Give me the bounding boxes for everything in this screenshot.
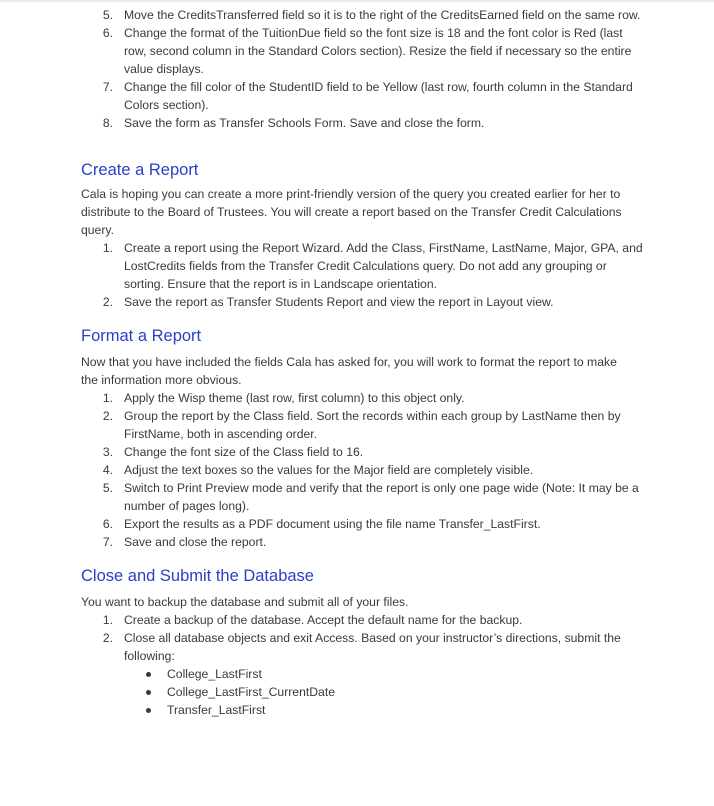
list-item: 6. Change the format of the TuitionDue field so the font size is 18 and the font color is Red (last row, second column in the Standard Colors section). Resize the field if necessary so the entire value displays.: [102, 26, 632, 76]
file-name: College_LastFirst_CurrentDate: [167, 685, 335, 699]
list-item: 2. Close all database objects and exit Access. Based on your instructor’s directions, submit the following:: [102, 631, 621, 663]
bullet-icon: [146, 672, 151, 677]
list-item-text: Change the format of the TuitionDue field so the font size is 18 and the font color is Red (last row, second column in the Standard Colors section). Resize the field if necessary so the entire value displays.: [124, 26, 632, 76]
list-item: 8. Save the form as Transfer Schools Form. Save and close the form.: [102, 116, 485, 130]
list-item-text: Apply the Wisp theme (last row, first column) to this object only.: [124, 391, 465, 405]
list-item-text: Save the form as Transfer Schools Form. Save and close the form.: [124, 116, 485, 130]
list-item: 1. Create a report using the Report Wizard. Add the Class, FirstName, LastName, Major, GPA, and LostCredits fields from the Transfer Credit Calculations query. Do not add any grouping or sorting. Ensure that the report is in Landscape orientation.: [102, 241, 643, 291]
bullet-icon: [146, 708, 151, 713]
list-item-text: Save the report as Transfer Students Report and view the report in Layout view.: [124, 295, 554, 309]
top-edge-shadow: [0, 0, 714, 3]
close-submit-intro: You want to backup the database and submit all of your files.: [81, 595, 409, 609]
list-item-text: Group the report by the Class field. Sort the records within each group by LastName then by FirstName, both in ascending order.: [124, 409, 621, 441]
list-item-text: Move the CreditsTransferred field so it is to the right of the CreditsEarned field on the same row.: [124, 8, 641, 22]
list-item: 4. Adjust the text boxes so the values for the Major field are completely visible.: [102, 463, 534, 477]
heading-create-report: Create a Report: [81, 161, 199, 179]
file-name: Transfer_LastFirst: [167, 703, 266, 717]
list-item-text: Change the fill color of the StudentID field to be Yellow (last row, fourth column in the Standard Colors section).: [124, 80, 633, 112]
list-item-text: Export the results as a PDF document using the file name Transfer_LastFirst.: [124, 517, 541, 531]
file-list-item: [81, 701, 653, 719]
list-item-text: Create a report using the Report Wizard. Add the Class, FirstName, LastName, Major, GPA, and LostCredits fields from the Transfer Credit Calculations query. Do not add any grouping or sorting. Ensure that the report is in Landscape orientation.: [124, 241, 643, 291]
list-item: 7. Change the fill color of the StudentID field to be Yellow (last row, fourth column in the Standard Colors section).: [102, 80, 633, 112]
list-item-text: Close all database objects and exit Access. Based on your instructor’s directions, submit the following:: [124, 631, 621, 663]
list-item: 2. Group the report by the Class field. Sort the records within each group by LastName then by FirstName, both in ascending order.: [102, 409, 621, 441]
file-list-item: [81, 683, 653, 701]
list-item: 1. Create a backup of the database. Accept the default name for the backup.: [102, 613, 523, 627]
format-report-intro: Now that you have included the fields Cala has asked for, you will work to format the report to make the information more obvious.: [81, 355, 617, 387]
list-item-text: Create a backup of the database. Accept the default name for the backup.: [124, 613, 523, 627]
heading-format-report: Format a Report: [81, 327, 202, 345]
format-report-steps: [81, 389, 641, 551]
list-item: 2. Save the report as Transfer Students Report and view the report in Layout view.: [102, 295, 554, 309]
bullet-icon: [146, 690, 151, 695]
list-item: 6. Export the results as a PDF document using the file name Transfer_LastFirst.: [102, 517, 541, 531]
list-item: 7. Save and close the report.: [102, 535, 267, 549]
list-item: 3. Change the font size of the Class field to 16.: [102, 445, 364, 459]
document-page: [81, 6, 653, 719]
submission-files-list: [81, 665, 653, 719]
heading-close-submit: Close and Submit the Database: [81, 567, 314, 585]
list-item-text: Save and close the report.: [124, 535, 267, 549]
list-item-text: Switch to Print Preview mode and verify that the report is only one page wide (Note: It may be a number of pages long).: [124, 481, 639, 513]
list-item-text: Change the font size of the Class field to 16.: [124, 445, 364, 459]
file-name: College_LastFirst: [167, 667, 262, 681]
list-item-text: Adjust the text boxes so the values for the Major field are completely visible.: [124, 463, 534, 477]
create-report-steps: [81, 239, 646, 311]
file-list-item: [81, 665, 653, 683]
list-item: 5. Move the CreditsTransferred field so it is to the right of the CreditsEarned field on the same row.: [102, 8, 641, 22]
create-report-intro: Cala is hoping you can create a more print-friendly version of the query you created earlier for her to distribute to the Board of Trustees. You will create a report based on the Transfer Credit Calculations query.: [81, 187, 622, 237]
list-item: 1. Apply the Wisp theme (last row, first column) to this object only.: [102, 391, 465, 405]
close-submit-steps: [81, 611, 651, 665]
form-steps-list: [81, 6, 641, 132]
list-item: 5. Switch to Print Preview mode and verify that the report is only one page wide (Note: It may be a number of pages long).: [102, 481, 639, 513]
